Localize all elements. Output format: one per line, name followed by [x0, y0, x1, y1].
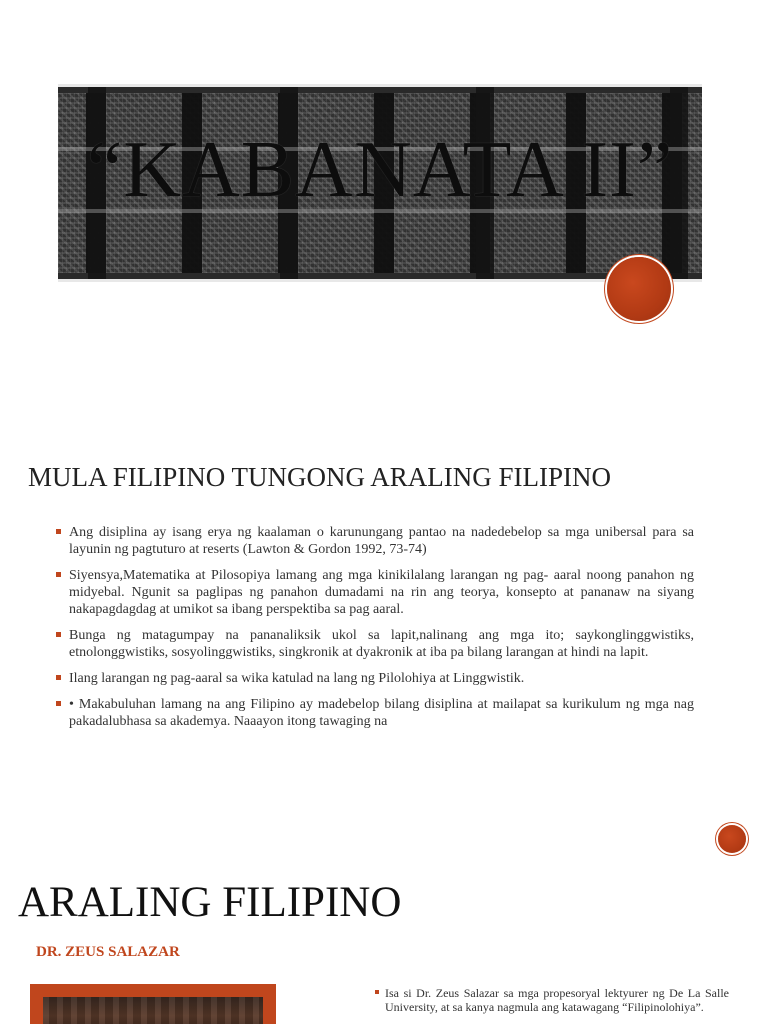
photo-image: [43, 997, 263, 1024]
bullet-list: [56, 524, 694, 739]
bullet-marker-icon: [56, 701, 61, 706]
bullet-text: Bunga ng matagumpay na pananaliksik ukol sa lapit,nalinang ang mga ito; saykonglinggwistiks, etnolonggwistiks, sosyolinggwistiks, singkronik at dyakronik at iba pa bilang larangan at hindi na lapit.: [69, 628, 694, 660]
decorative-circle: [718, 825, 746, 853]
bullet-marker-icon: [56, 572, 61, 577]
list-item: [375, 986, 729, 1014]
bullet-text: Isa si Dr. Zeus Salazar sa mga propesoryal lektyurer ng De La Salle University, at sa kanya nagmula ang katawagang “Filipinolohiya”.: [385, 986, 729, 1014]
slide-subheading: DR. ZEUS SALAZAR: [36, 944, 180, 960]
title-slide: [0, 0, 768, 412]
list-item: [56, 627, 694, 661]
bullet-text: Ang disiplina ay isang erya ng kaalaman o karunungang pantao na nadedebelop sa mga unibersal para sa layunin ng pagtuturo at reserts (Lawton & Gordon 1992, 73-74): [69, 525, 694, 557]
slide-heading: MULA FILIPINO TUNGONG ARALING FILIPINO: [28, 462, 611, 492]
bullet-list: [375, 986, 729, 1014]
list-item: [56, 670, 694, 687]
portrait-photo: [30, 984, 276, 1024]
slide-heading: ARALING FILIPINO: [18, 879, 402, 926]
bullet-marker-icon: [56, 675, 61, 680]
list-item: [56, 524, 694, 558]
bullet-marker-icon: [56, 632, 61, 637]
bullet-text: • Makabuluhan lamang na ang Filipino ay madebelop bilang disiplina at mailapat sa kurikulum ng mga nag pakadalubhasa sa akademya. Naaayon itong tawaging na: [69, 697, 694, 729]
decorative-circle: [607, 257, 671, 321]
araling-filipino-slide: [0, 864, 768, 1024]
slide-title: “KABANATA II”: [86, 126, 674, 214]
content-slide: [0, 412, 768, 864]
list-item: [56, 567, 694, 618]
bullet-marker-icon: [375, 990, 379, 994]
list-item: [56, 696, 694, 730]
bullet-text: Ilang larangan ng pag-aaral sa wika katulad na lang ng Pilolohiya at Linggwistik.: [69, 671, 525, 686]
bullet-text: Siyensya,Matematika at Pilosopiya lamang ang mga kinikilalang larangan ng pag- aaral noong panahon ng midyebal. Ngunit sa paglipas ng panahon dumadami na rin ang teorya, konsepto at pananaw na siyang nakapagdagdag at umikot sa ibang perspektiba sa pag aaral.: [69, 568, 694, 617]
bullet-marker-icon: [56, 529, 61, 534]
